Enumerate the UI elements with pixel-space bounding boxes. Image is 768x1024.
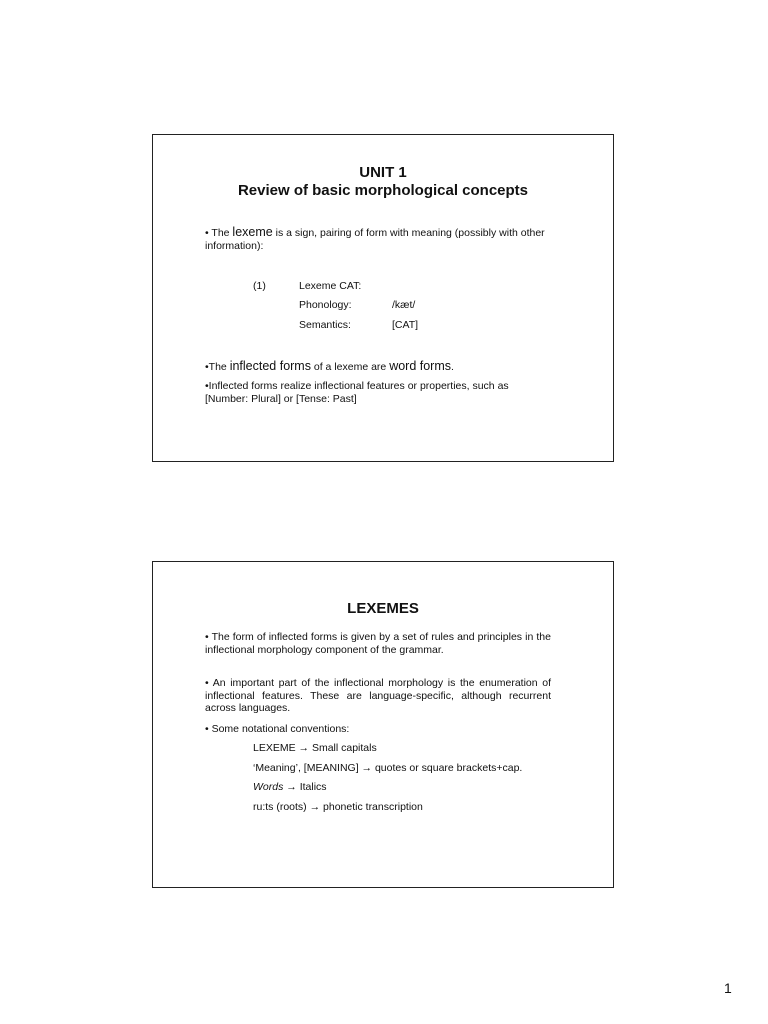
- slide1-lexeme-definition: [205, 226, 551, 252]
- connector-text: of a lexeme are: [310, 361, 390, 373]
- arrow-icon: →: [306, 801, 324, 813]
- term-lexeme: lexeme: [232, 225, 273, 239]
- slide1-inflected-forms: [205, 360, 551, 374]
- example-label: Lexeme CAT:: [299, 280, 362, 292]
- slide1-title-line2: Review of basic morphological concepts: [237, 182, 529, 199]
- convention-term: ‘Meaning’, [MEANING]: [253, 762, 359, 774]
- example-value: /kæt/: [392, 299, 416, 311]
- definition-text: is a sign, pairing of form with meaning (possibly with other information):: [205, 227, 545, 252]
- convention-item: [253, 742, 377, 755]
- convention-desc: Small capitals: [311, 742, 377, 754]
- convention-term: Words: [253, 781, 284, 793]
- example-label: Semantics:: [299, 319, 351, 331]
- bullet-text: •The: [205, 361, 230, 373]
- arrow-icon: →: [283, 781, 300, 793]
- page-number: 1: [724, 980, 732, 996]
- convention-desc: phonetic transcription: [323, 801, 423, 813]
- bullet-text: • The: [205, 227, 233, 239]
- slide1-title-line1: UNIT 1: [359, 164, 407, 181]
- example-number: (1): [253, 280, 266, 292]
- slide2-title: LEXEMES: [347, 600, 419, 617]
- convention-term: ru:ts (roots): [253, 801, 307, 813]
- convention-item: [253, 762, 522, 775]
- convention-desc: quotes or square brackets+cap.: [374, 762, 523, 774]
- convention-item: [253, 801, 423, 814]
- term-word-forms: word forms: [389, 359, 452, 373]
- convention-desc: Italics: [299, 781, 327, 793]
- slide2-features-paragraph: • An important part of the inflectional morphology is the enumeration of inflectional features. These are language-specific, although recurrent across languages.: [205, 677, 551, 714]
- term-inflected-forms: inflected forms: [229, 359, 311, 373]
- arrow-icon: →: [358, 762, 375, 774]
- convention-term: LEXEME: [253, 742, 296, 754]
- convention-item: [253, 781, 327, 794]
- suffix-text: .: [451, 361, 454, 373]
- slide2-rules-paragraph: • The form of inflected forms is given by a set of rules and principles in the inflectional morphology component of the grammar.: [205, 631, 551, 656]
- example-value: [CAT]: [392, 319, 419, 331]
- example-label: Phonology:: [299, 299, 352, 311]
- slide1-inflectional-features: •Inflected forms realize inflectional features or properties, such as [Number: Plural] or [Tense: Past]: [205, 380, 509, 405]
- arrow-icon: →: [295, 742, 312, 754]
- slide-lexemes: [152, 561, 614, 888]
- slide-unit-1: [152, 134, 614, 462]
- slide2-conventions-heading: • Some notational conventions:: [205, 723, 350, 735]
